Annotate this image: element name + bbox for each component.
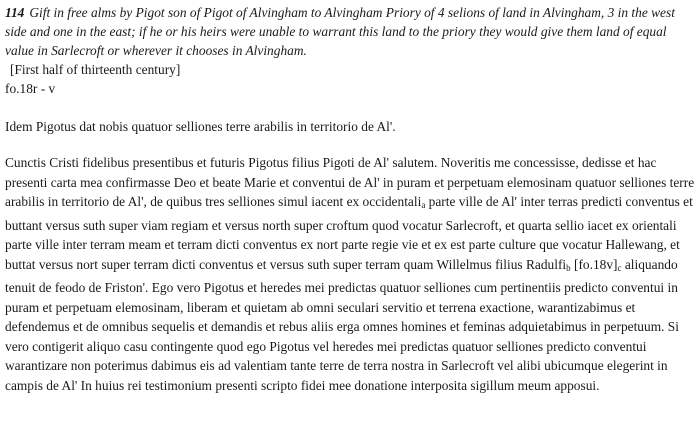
document-page <box>5 3 695 395</box>
entry-heading <box>5 3 695 60</box>
footnote-marker-c: c <box>617 262 622 273</box>
footnote-marker-b: b <box>566 262 571 273</box>
entry-number: 114 <box>5 5 25 20</box>
charter-text <box>5 153 695 395</box>
charter-text-part-2: parte ville de Al' inter terras predicti conventus et buttant versus suth super viam regiam et versus north super croftum quod vocatur Sarlecroft, et quarta sellio iacet ex orientali parte ville inter terram meam et terram dicti conventus ex nort parte regie vie et ex est parte culture que vocatur Hallewang, et buttat versus nort super terram dicti conventus et versus suth super terram quam Willelmus filius Radulfi <box>5 194 693 272</box>
entry-folio: fo.18r - v <box>5 81 56 96</box>
entry-date: [First half of thirteenth century] <box>10 62 181 77</box>
charter-text-part-3: aliquando tenuit de feodo de Friston'. Ego vero Pigotus et heredes mei predictas quatuor selliones cum pertinentiis predicto conventui in puram et perpetuam elemosinam, liberam et quietam ab omni seculari servitio et terrena exactione, warantizabimus et defendemus et de omnibus sequelis et demandis et rebus aliis erga omnes homines et feminas adquietabimus in perpetuum. Si vero contigerit aliquo casu contingente quod ego Pigotus vel heredes mei predictas quatuor selliones predicto conventui warantizare non poterimus dabimus eis ad valentiam tante terre de terra nostra in Sarlecroft vel alibi ubicumque elegerint in campis de Al' In huius rei testimonium presenti scripto fidei mee donatione interposita sigillum meum apposui. <box>5 256 679 393</box>
folio-marker: [fo.18v] <box>570 256 618 272</box>
charter-text-part-1: Cunctis Cristi fidelibus presentibus et futuris Pigotus filius Pigoti de Al' salutem. Noveritis me concessisse, dedisse et hac presenti carta mea confirmasse Deo et beate Marie et conventui de Al' in puram et perpetuam elemosinam quatuor selliones terre arabilis in territorio de Al', de quibus tres selliones simul iacent ex occidentali <box>5 155 695 209</box>
rubric-line: Idem Pigotus dat nobis quatuor selliones terre arabilis in territorio de Al'. <box>5 119 396 134</box>
footnote-marker-a: a <box>421 200 426 210</box>
entry-summary: Gift in free alms by Pigot son of Pigot of Alvingham to Alvingham Priory of 4 selions of land in Alvingham, 3 in the west side and one in the east; if he or his heirs were unable to warrant this land to the priory they would give them land of equal value in Sarlecroft or wherever it chooses in Alvingham. <box>5 5 675 58</box>
